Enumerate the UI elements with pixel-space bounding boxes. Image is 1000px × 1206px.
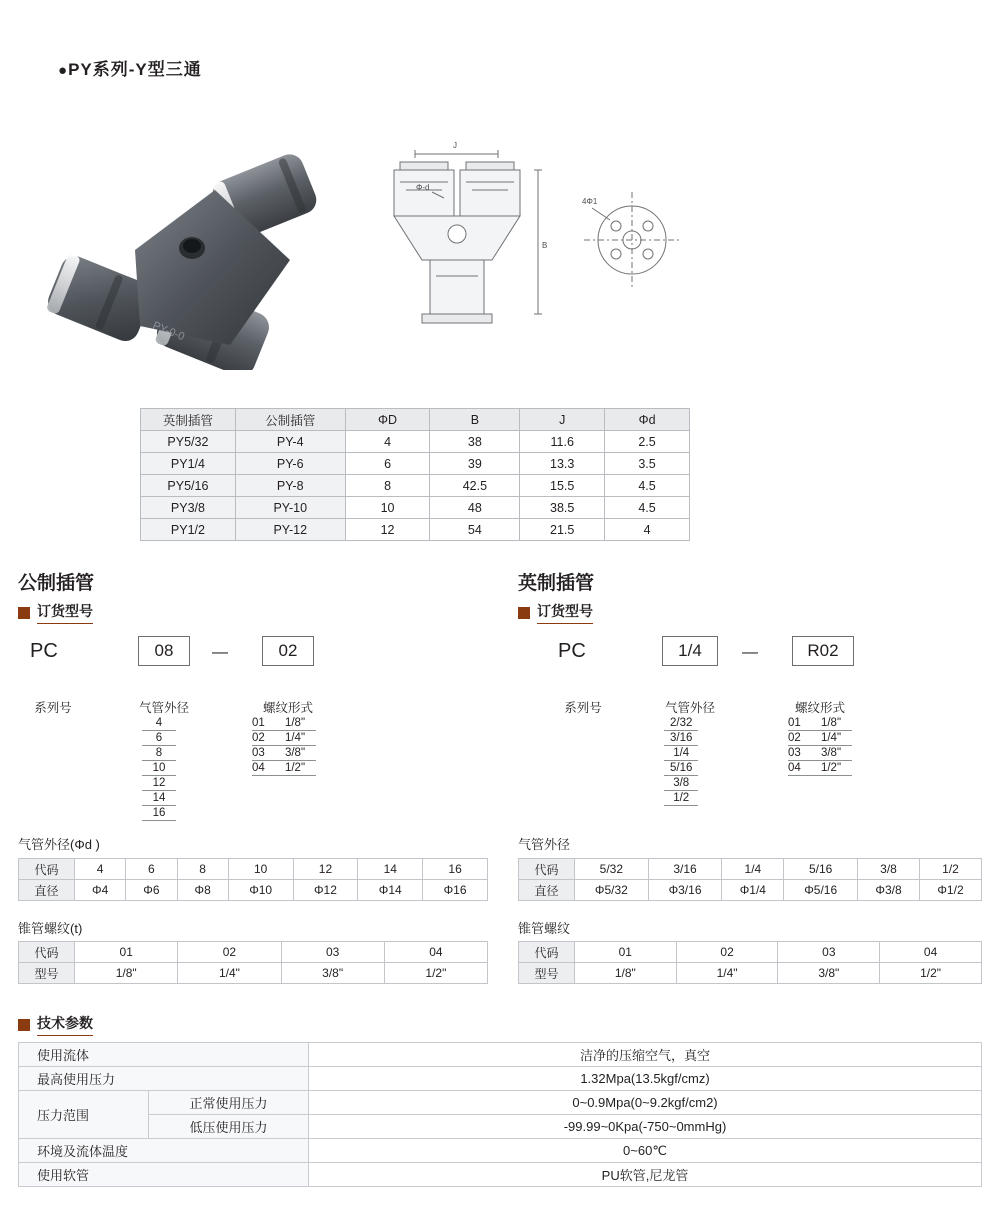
square-marker-icon (18, 1019, 30, 1031)
option-item: 1/2 (664, 791, 698, 806)
cell: 01 (75, 942, 178, 963)
imperial-code-thread: R02 (792, 636, 854, 666)
option-size: 3/8" (284, 747, 306, 759)
table-row (141, 497, 690, 519)
option-size: 1/2" (284, 762, 306, 774)
option-size: 1/4" (284, 732, 306, 744)
table-row (141, 475, 690, 497)
cell: 3/8" (281, 963, 384, 984)
table-row (19, 1043, 982, 1067)
option-size: 3/8" (820, 747, 842, 759)
cell: 6 (345, 453, 430, 475)
param-value: 0~60℃ (309, 1139, 982, 1163)
metric-thread-table (18, 941, 488, 984)
cell: 02 (178, 942, 281, 963)
table-row (19, 1139, 982, 1163)
cell: Φ10 (228, 880, 293, 901)
drawing-label-b: B (542, 241, 548, 250)
cell: 21.5 (520, 519, 605, 541)
cell: 1/8" (574, 963, 676, 984)
cell: 4.5 (605, 475, 690, 497)
table-row (141, 519, 690, 541)
option-item (252, 761, 316, 776)
option-item (252, 746, 316, 761)
param-key: 最高使用压力 (19, 1067, 309, 1091)
page-title (58, 55, 202, 80)
dimension-table (140, 408, 690, 541)
row-header: 代码 (519, 942, 575, 963)
option-item (788, 761, 852, 776)
option-item: 3/8 (664, 776, 698, 791)
option-item: 3/16 (664, 731, 698, 746)
cell: 03 (778, 942, 880, 963)
cell: 3/8 (858, 859, 920, 880)
cell: 1/8" (75, 963, 178, 984)
metric-code-thread: 02 (262, 636, 314, 666)
option-item (788, 716, 852, 731)
dim-header: 英制插管 (141, 409, 236, 431)
page-title-text: PY系列-Y型三通 (68, 60, 202, 79)
cell: 12 (345, 519, 430, 541)
row-header: 型号 (19, 963, 75, 984)
cell: 4 (345, 431, 430, 453)
row-header: 直径 (19, 880, 75, 901)
cell: 11.6 (520, 431, 605, 453)
cell: Φ16 (423, 880, 488, 901)
metric-caption-thread: 螺纹形式 (262, 701, 313, 715)
metric-code-series: PC (30, 640, 58, 662)
technical-drawing (370, 130, 700, 370)
square-marker-icon (518, 607, 530, 619)
cell: Φ1/2 (920, 880, 982, 901)
metric-caption-series: 系列号 (34, 701, 72, 715)
cell: Φ4 (75, 880, 126, 901)
cell: 01 (574, 942, 676, 963)
dim-header: 公制插管 (235, 409, 345, 431)
table-row (19, 942, 488, 963)
option-item (252, 716, 316, 731)
option-item (788, 746, 852, 761)
option-size: 1/8" (284, 717, 306, 729)
cell: Φ3/8 (858, 880, 920, 901)
table-row (19, 859, 488, 880)
dim-header: ΦD (345, 409, 430, 431)
param-value: PU软管,尼龙管 (309, 1163, 982, 1187)
cell: 16 (423, 859, 488, 880)
cell: 5/16 (784, 859, 858, 880)
option-item (788, 731, 852, 746)
cell: PY5/16 (141, 475, 236, 497)
param-value: 0~0.9Mpa(0~9.2kgf/cm2) (309, 1091, 982, 1115)
imperial-bore-table-label: 气管外径 (518, 837, 571, 852)
cell: 1/4 (722, 859, 784, 880)
cell: 42.5 (430, 475, 520, 497)
cell: Φ12 (293, 880, 358, 901)
param-subkey: 低压使用压力 (149, 1115, 309, 1139)
cell: Φ14 (358, 880, 423, 901)
cell: Φ3/16 (648, 880, 722, 901)
order-code-label: 订货型号 (537, 601, 593, 624)
dim-header: Φd (605, 409, 690, 431)
cell: 3.5 (605, 453, 690, 475)
cell: 02 (676, 942, 778, 963)
option-item: 8 (142, 746, 176, 761)
param-value: -99.99~0Kpa(-750~0mmHg) (309, 1115, 982, 1139)
cell: 2.5 (605, 431, 690, 453)
imperial-thread-table (518, 941, 982, 984)
param-subkey: 正常使用压力 (149, 1091, 309, 1115)
imperial-thread-option-list (788, 716, 852, 776)
cell: Φ5/16 (784, 880, 858, 901)
cell: Φ6 (126, 880, 177, 901)
bullet-icon: ● (58, 62, 69, 79)
option-item: 10 (142, 761, 176, 776)
table-row (19, 880, 488, 901)
metric-dash: — (212, 644, 228, 661)
cell: 38 (430, 431, 520, 453)
imperial-code-series: PC (558, 640, 586, 662)
cell: 1/4" (178, 963, 281, 984)
row-header: 代码 (519, 859, 575, 880)
metric-bore-option-list (142, 716, 176, 821)
cell: 4.5 (605, 497, 690, 519)
option-code: 03 (788, 747, 801, 759)
option-code: 02 (252, 732, 265, 744)
param-key: 压力范围 (19, 1091, 149, 1139)
imperial-caption-thread: 螺纹形式 (794, 701, 845, 715)
cell: 8 (345, 475, 430, 497)
param-key: 环境及流体温度 (19, 1139, 309, 1163)
cell: 13.3 (520, 453, 605, 475)
cell: PY-4 (235, 431, 345, 453)
cell: 39 (430, 453, 520, 475)
svg-text:PY-0-0: PY-0-0 (150, 319, 187, 344)
option-item: 14 (142, 791, 176, 806)
option-item: 5/16 (664, 761, 698, 776)
option-size: 1/2" (820, 762, 842, 774)
cell: 10 (228, 859, 293, 880)
cell: 54 (430, 519, 520, 541)
square-marker-icon (18, 607, 30, 619)
option-item: 4 (142, 716, 176, 731)
cell: 10 (345, 497, 430, 519)
cell: 1/2" (880, 963, 982, 984)
cell: Φ8 (177, 880, 228, 901)
cell: 8 (177, 859, 228, 880)
option-item: 2/32 (664, 716, 698, 731)
order-code-head-imperial (518, 601, 593, 624)
cell: 5/32 (575, 859, 649, 880)
cell: PY5/32 (141, 431, 236, 453)
cell: Φ5/32 (575, 880, 649, 901)
imperial-thread-table-label: 锥管螺纹 (518, 921, 571, 936)
row-header: 代码 (19, 859, 75, 880)
cell: PY-10 (235, 497, 345, 519)
cell: 04 (880, 942, 982, 963)
cell: 3/8" (778, 963, 880, 984)
table-row (19, 1115, 982, 1139)
table-row (19, 1067, 982, 1091)
cell: 3/16 (648, 859, 722, 880)
metric-bore-table (18, 858, 488, 901)
cell: PY-12 (235, 519, 345, 541)
product-photo (40, 130, 340, 370)
option-item: 6 (142, 731, 176, 746)
section-title-imperial: 英制插管 (518, 573, 595, 594)
metric-code-bore: 08 (138, 636, 190, 666)
cell: PY-6 (235, 453, 345, 475)
tech-params-table (18, 1042, 982, 1187)
param-key: 使用软管 (19, 1163, 309, 1187)
option-code: 04 (252, 762, 265, 774)
param-value: 1.32Mpa(13.5kgf/cmz) (309, 1067, 982, 1091)
imperial-bore-option-list (664, 716, 698, 806)
imperial-bore-table (518, 858, 982, 901)
cell: 48 (430, 497, 520, 519)
metric-caption-bore: 气管外径 (138, 701, 189, 715)
cell: 6 (126, 859, 177, 880)
metric-thread-table-label: 锥管螺纹(t) (18, 921, 83, 936)
cell: 14 (358, 859, 423, 880)
cell: 38.5 (520, 497, 605, 519)
cell: PY-8 (235, 475, 345, 497)
table-row (141, 453, 690, 475)
cell: PY1/2 (141, 519, 236, 541)
param-value: 洁净的压缩空气，真空 (309, 1043, 982, 1067)
table-row (141, 431, 690, 453)
cell: 03 (281, 942, 384, 963)
table-row (19, 1163, 982, 1187)
tech-params-head (18, 1013, 93, 1036)
option-item: 16 (142, 806, 176, 821)
cell: 1/4" (676, 963, 778, 984)
table-row (519, 963, 982, 984)
row-header: 型号 (519, 963, 575, 984)
cell: PY1/4 (141, 453, 236, 475)
option-code: 01 (252, 717, 265, 729)
option-code: 03 (252, 747, 265, 759)
order-code-head-metric (18, 601, 93, 624)
row-header: 代码 (19, 942, 75, 963)
table-header-row (141, 409, 690, 431)
metric-thread-option-list (252, 716, 316, 776)
metric-bore-table-label: 气管外径(Φd ) (18, 837, 100, 852)
cell: 1/2" (384, 963, 487, 984)
option-item (252, 731, 316, 746)
imperial-dash: — (742, 644, 758, 661)
option-code: 04 (788, 762, 801, 774)
dim-header: B (430, 409, 520, 431)
cell: PY3/8 (141, 497, 236, 519)
imperial-caption-series: 系列号 (564, 701, 602, 715)
drawing-label-4d1: 4Φ1 (582, 197, 598, 206)
cell: Φ1/4 (722, 880, 784, 901)
dim-header: J (520, 409, 605, 431)
option-code: 01 (788, 717, 801, 729)
cell: 12 (293, 859, 358, 880)
option-size: 1/8" (820, 717, 842, 729)
imperial-code-bore: 1/4 (662, 636, 718, 666)
option-code: 02 (788, 732, 801, 744)
tech-params-label: 技术参数 (37, 1013, 93, 1036)
drawing-label-j: J (453, 141, 457, 150)
drawing-label-phid: Φ-d (416, 183, 430, 192)
imperial-caption-bore: 气管外径 (664, 701, 715, 715)
cell: 4 (605, 519, 690, 541)
option-size: 1/4" (820, 732, 842, 744)
table-row (519, 859, 982, 880)
table-row (519, 880, 982, 901)
param-key: 使用流体 (19, 1043, 309, 1067)
cell: 15.5 (520, 475, 605, 497)
cell: 1/2 (920, 859, 982, 880)
option-item: 12 (142, 776, 176, 791)
table-row (19, 1091, 982, 1115)
option-item: 1/4 (664, 746, 698, 761)
order-code-label: 订货型号 (37, 601, 93, 624)
cell: 4 (75, 859, 126, 880)
cell: 04 (384, 942, 487, 963)
section-title-metric: 公制插管 (18, 573, 95, 594)
row-header: 直径 (519, 880, 575, 901)
table-row (19, 963, 488, 984)
table-row (519, 942, 982, 963)
